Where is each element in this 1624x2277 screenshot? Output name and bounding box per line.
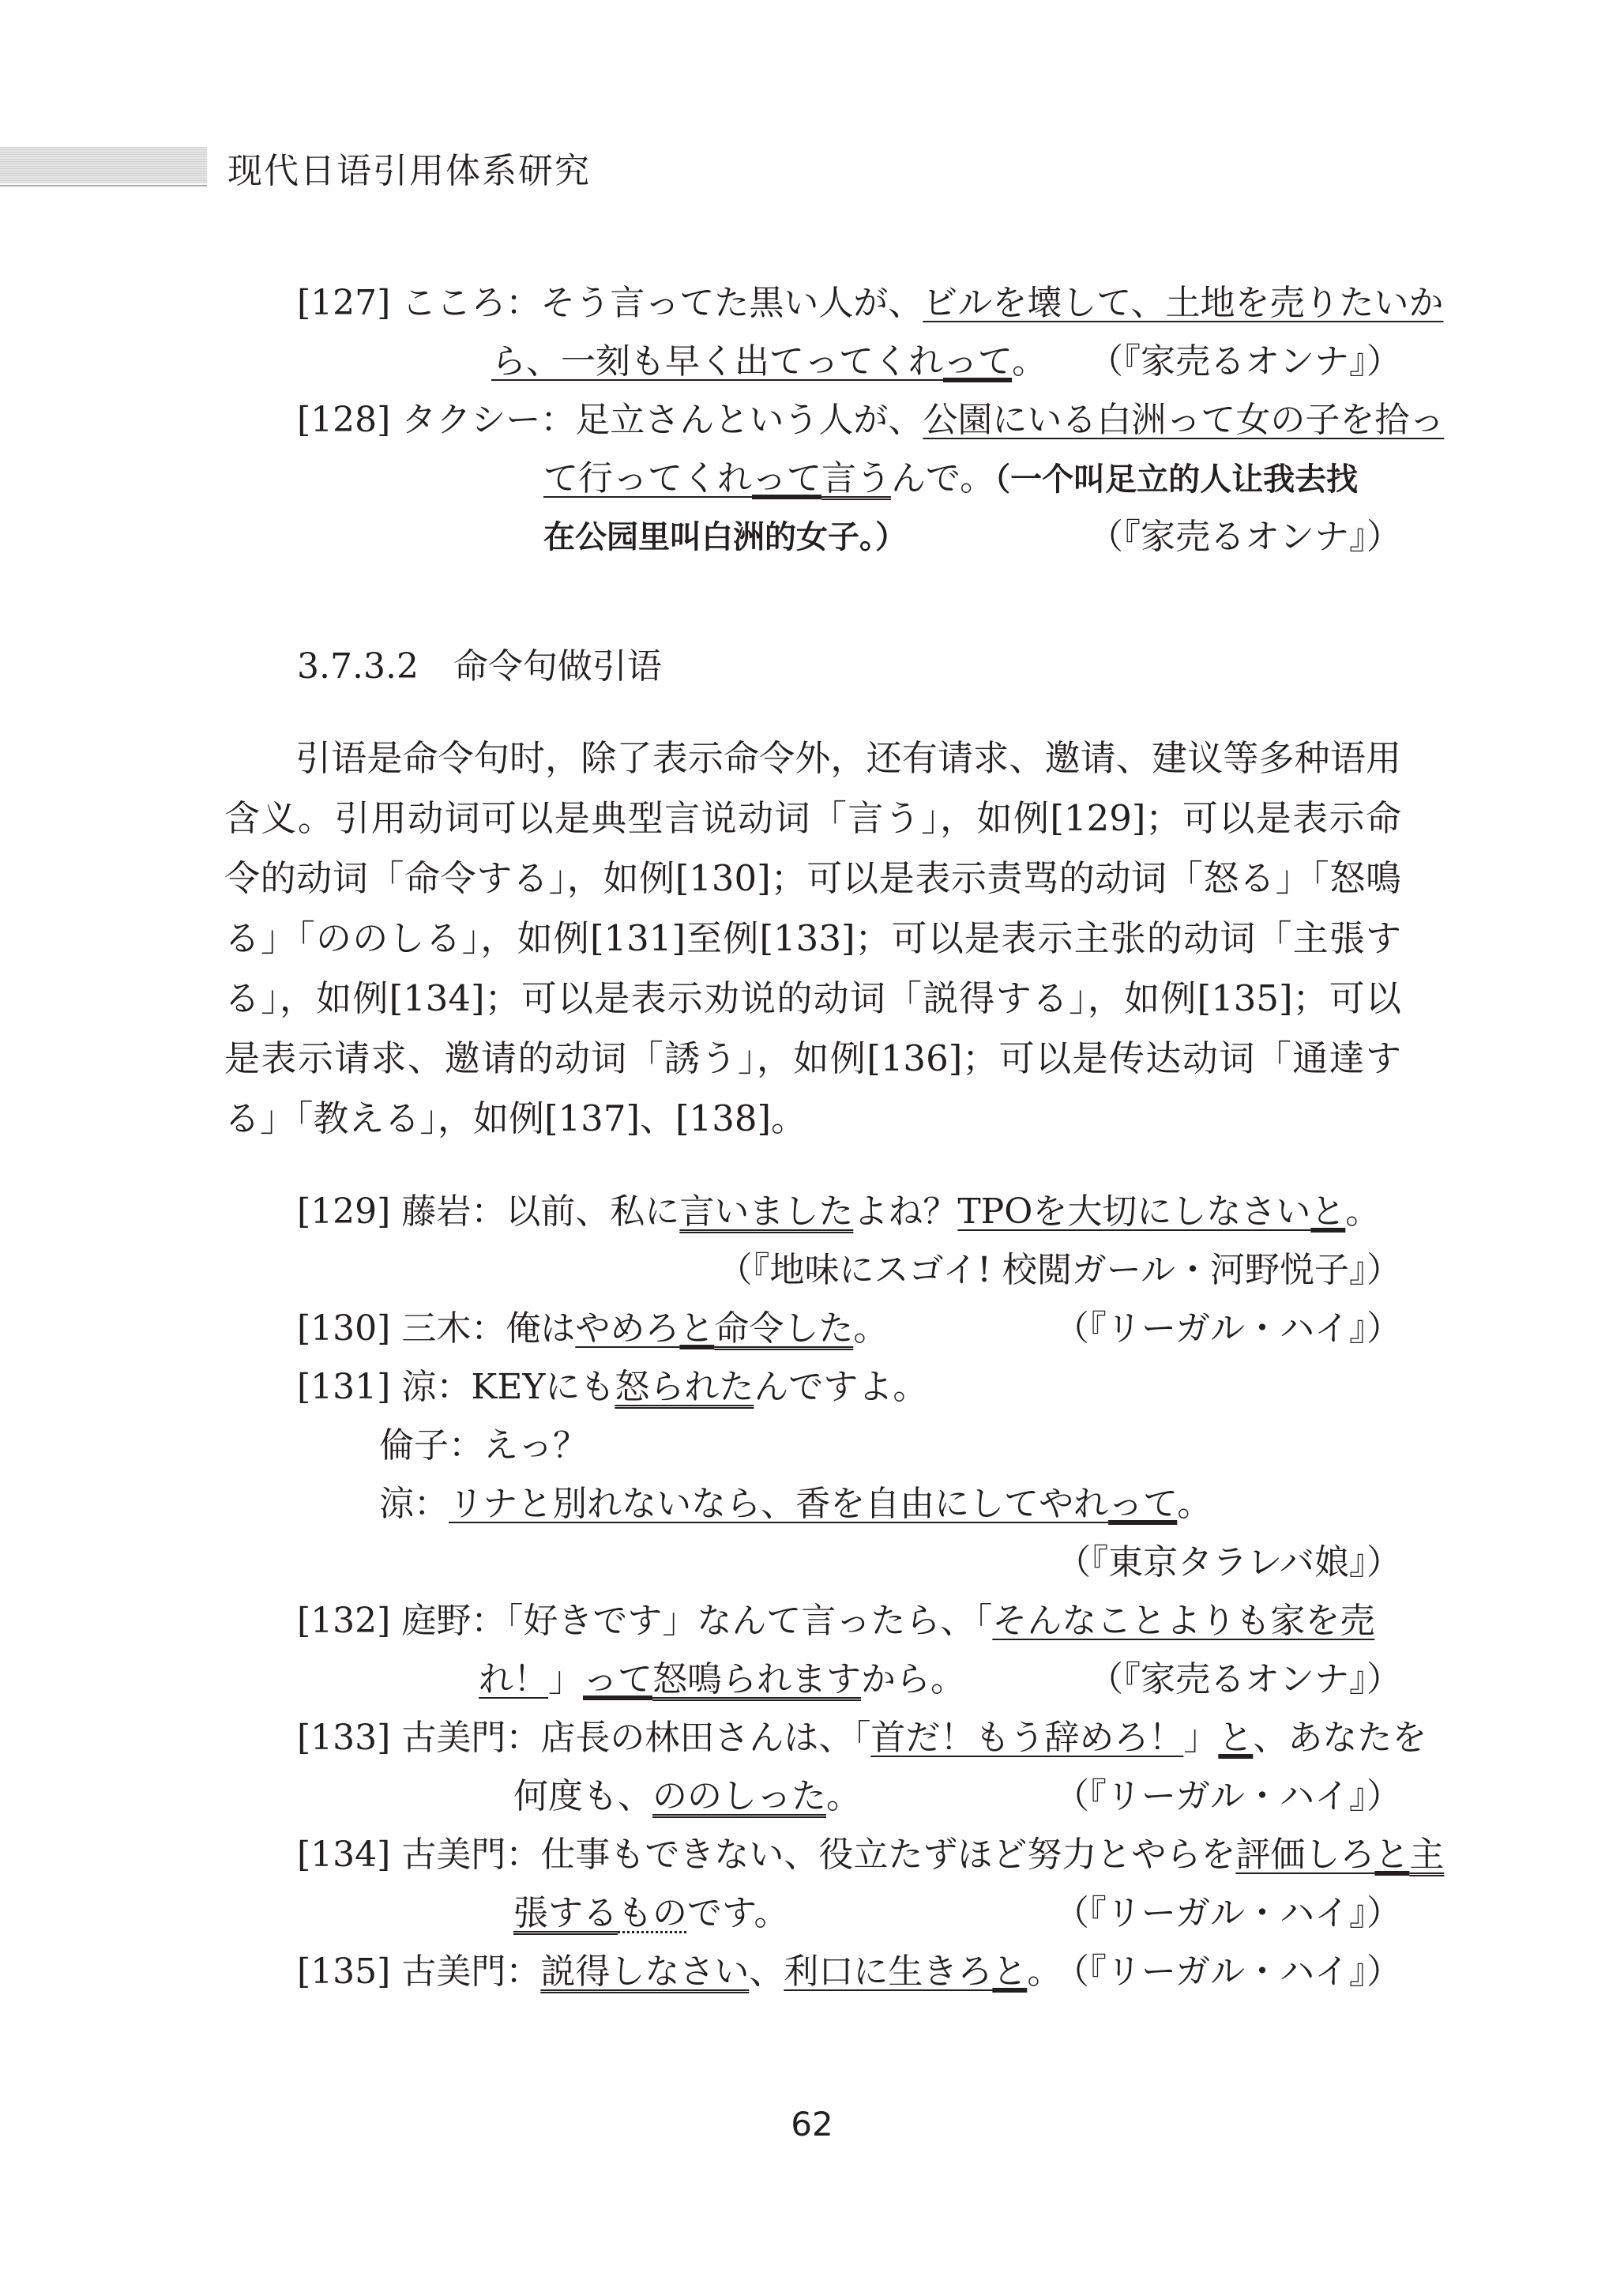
- quoted-text: 評価しろ: [1235, 1835, 1375, 1875]
- example-132-line-2: [479, 1656, 965, 1703]
- page-number: 62: [791, 2105, 833, 2143]
- speaker-label: 古美門：: [401, 1951, 541, 1992]
- section-title: 命令句做引语: [453, 646, 662, 687]
- example-131-line-1: [297, 1364, 927, 1411]
- speaker-label: 倫子：: [379, 1425, 483, 1466]
- quoted-text: ビルを壊して、土地を売りたいか: [923, 283, 1444, 323]
- quoted-text: やめろ: [575, 1308, 680, 1349]
- running-header: 现代日语引用体系研究: [227, 151, 591, 191]
- text: んですよ。: [754, 1367, 928, 1407]
- example-134-source: （『リーガル・ハイ』）: [1054, 1893, 1401, 1933]
- speaker-label: 藤岩：: [401, 1191, 506, 1232]
- text: 。: [1177, 1484, 1212, 1524]
- text: 」: [1183, 1718, 1219, 1758]
- example-129-line-1: [297, 1188, 1380, 1236]
- quoted-text: て行ってくれ: [543, 458, 752, 499]
- quotation-marker: って: [583, 1659, 652, 1699]
- body-paragraph: 引语是命令句时，除了表示命令外，还有请求、邀请、建议等多种语用含义。引用动词可以是典型言说动词「言う」，如例[129]；可以是表示命令的动词「命令する」，如例[130]；可以是表示责骂的动词「怒る」「怒鳴る」「ののしる」，如例[131]至例[133]；可以是表示主张的动词「主張する」，如例[134]；可以是表示劝说的动词「説得する」，如例[135]；可以是表示请求、邀请的动词「誘う」，如例[136]；可以是传达动词「通達する」「教える」，如例[137]、[138]。: [224, 737, 1401, 1139]
- text: 、あなたを: [1253, 1718, 1427, 1758]
- text: 仕事もできない、役立たずほど努力とやらを: [540, 1835, 1236, 1875]
- speaker-label: タクシー：: [401, 400, 576, 440]
- text: 。: [1027, 1951, 1062, 1992]
- example-135-source: （『リーガル・ハイ』）: [1054, 1951, 1401, 1992]
- section-number: 3.7.3.2: [297, 646, 419, 687]
- example-number: [133]: [297, 1718, 391, 1758]
- text: です。: [687, 1893, 789, 1933]
- quoted-text: 利口に生きろ: [784, 1951, 993, 1992]
- example-134-line-2: [513, 1890, 788, 1937]
- example-128-line-2: [543, 455, 1358, 503]
- text: 以前、私に: [506, 1191, 680, 1232]
- quoted-text: れ！: [479, 1659, 548, 1699]
- quotation-verb: 命令した: [714, 1308, 854, 1349]
- quotation-verb: 主: [1409, 1835, 1445, 1875]
- text: 。: [853, 1308, 889, 1349]
- quotation-verb: 怒鳴られます: [652, 1659, 861, 1699]
- quotation-marker: って: [943, 341, 1013, 382]
- example-128-line-3: 在公园里叫白洲的女子。）: [543, 519, 907, 555]
- example-127-line-1: [297, 280, 1443, 327]
- text: 」: [548, 1659, 583, 1699]
- quotation-verb: 説得しなさい: [540, 1951, 750, 1992]
- speaker-label: 涼：: [379, 1484, 449, 1524]
- quotation-verb: ののしった: [652, 1776, 826, 1816]
- speaker-label: 涼：: [401, 1367, 472, 1407]
- example-number: [128]: [297, 400, 391, 440]
- modal-expression: もの: [618, 1893, 687, 1933]
- example-131-source: （『東京タラレバ娘』）: [1056, 1542, 1401, 1583]
- quoted-text: リナと別れないなら、香を自由にしてやれ: [449, 1484, 1109, 1524]
- example-128-source: （『家売るオンナ』）: [1088, 517, 1401, 557]
- text: 、: [749, 1951, 784, 1992]
- speaker-label: 庭野：: [401, 1601, 506, 1641]
- quotation-verb: 言う: [821, 458, 891, 499]
- example-130-line-1: [297, 1305, 888, 1353]
- example-133-line-1: [297, 1714, 1427, 1762]
- example-132-source: （『家売るオンナ』）: [1088, 1659, 1401, 1699]
- text: KEYにも: [471, 1367, 615, 1407]
- quotation-marker: と: [1218, 1718, 1254, 1758]
- quotation-marker: って: [1108, 1484, 1178, 1524]
- quoted-text: そんなことよりも家を売: [992, 1601, 1375, 1641]
- text: 俺は: [506, 1308, 576, 1349]
- example-number: [134]: [297, 1835, 391, 1875]
- example-128-line-1: [297, 397, 1444, 444]
- text: 何度も、: [513, 1776, 652, 1816]
- example-135-line-1: [297, 1948, 1062, 1996]
- example-number: [129]: [297, 1191, 391, 1232]
- quotation-verb: 言いました: [679, 1191, 854, 1232]
- text: えっ？: [483, 1425, 588, 1466]
- translation-note: （一个叫足立的人让我去找: [994, 461, 1359, 498]
- text: 「好きです」なんて言ったら、「: [506, 1601, 993, 1641]
- quotation-marker: と: [1374, 1835, 1410, 1875]
- text: そう言ってた黒い人が、: [540, 283, 923, 323]
- quotation-marker: って: [752, 458, 821, 499]
- example-number: [127]: [297, 283, 391, 323]
- text: 。: [1012, 341, 1047, 382]
- text: 。: [1345, 1191, 1381, 1232]
- example-127-source: （『家売るオンナ』）: [1088, 341, 1401, 382]
- example-134-line-1: [297, 1831, 1444, 1879]
- example-133-line-2: [513, 1773, 861, 1820]
- quotation-verb: 怒られた: [615, 1367, 754, 1407]
- text: よね？: [853, 1191, 958, 1232]
- section-heading: [297, 643, 662, 691]
- speaker-label: 古美門：: [401, 1835, 541, 1875]
- text: 。: [826, 1776, 861, 1816]
- speaker-label: こころ：: [401, 283, 541, 323]
- text: 足立さんという人が、: [575, 400, 923, 440]
- quoted-text: ら、一刻も早く出てってくれ: [491, 341, 943, 382]
- text: んで。: [891, 458, 995, 499]
- example-131-line-3: [379, 1481, 1212, 1528]
- speaker-label: 三木：: [401, 1308, 506, 1349]
- example-132-line-1: [297, 1598, 1374, 1645]
- example-133-source: （『リーガル・ハイ』）: [1054, 1776, 1401, 1816]
- quoted-text: TPOを大切にしなさい: [957, 1191, 1311, 1232]
- header-rule: [0, 185, 207, 186]
- example-number: [131]: [297, 1367, 391, 1407]
- header-bar: [0, 147, 207, 183]
- example-number: [132]: [297, 1601, 391, 1641]
- quotation-verb: 張する: [513, 1893, 618, 1933]
- example-number: [135]: [297, 1951, 391, 1992]
- quotation-marker: と: [679, 1308, 715, 1349]
- text: 店長の林田さんは、「: [540, 1718, 871, 1758]
- example-131-line-2: [379, 1422, 588, 1470]
- example-129-source: （『地味にスゴイ! 校閲ガール・河野悦子』）: [717, 1250, 1401, 1290]
- quoted-text: 首だ！もう辞めろ！: [870, 1718, 1184, 1758]
- example-127-line-2: [491, 338, 1047, 386]
- example-130-source: （『リーガル・ハイ』）: [1054, 1308, 1401, 1349]
- example-number: [130]: [297, 1308, 391, 1349]
- speaker-label: 古美門：: [401, 1718, 541, 1758]
- text: から。: [861, 1659, 965, 1699]
- quotation-marker: と: [992, 1951, 1028, 1992]
- quotation-marker: と: [1310, 1191, 1346, 1232]
- quoted-text: 公園にいる白洲って女の子を拾っ: [923, 400, 1445, 440]
